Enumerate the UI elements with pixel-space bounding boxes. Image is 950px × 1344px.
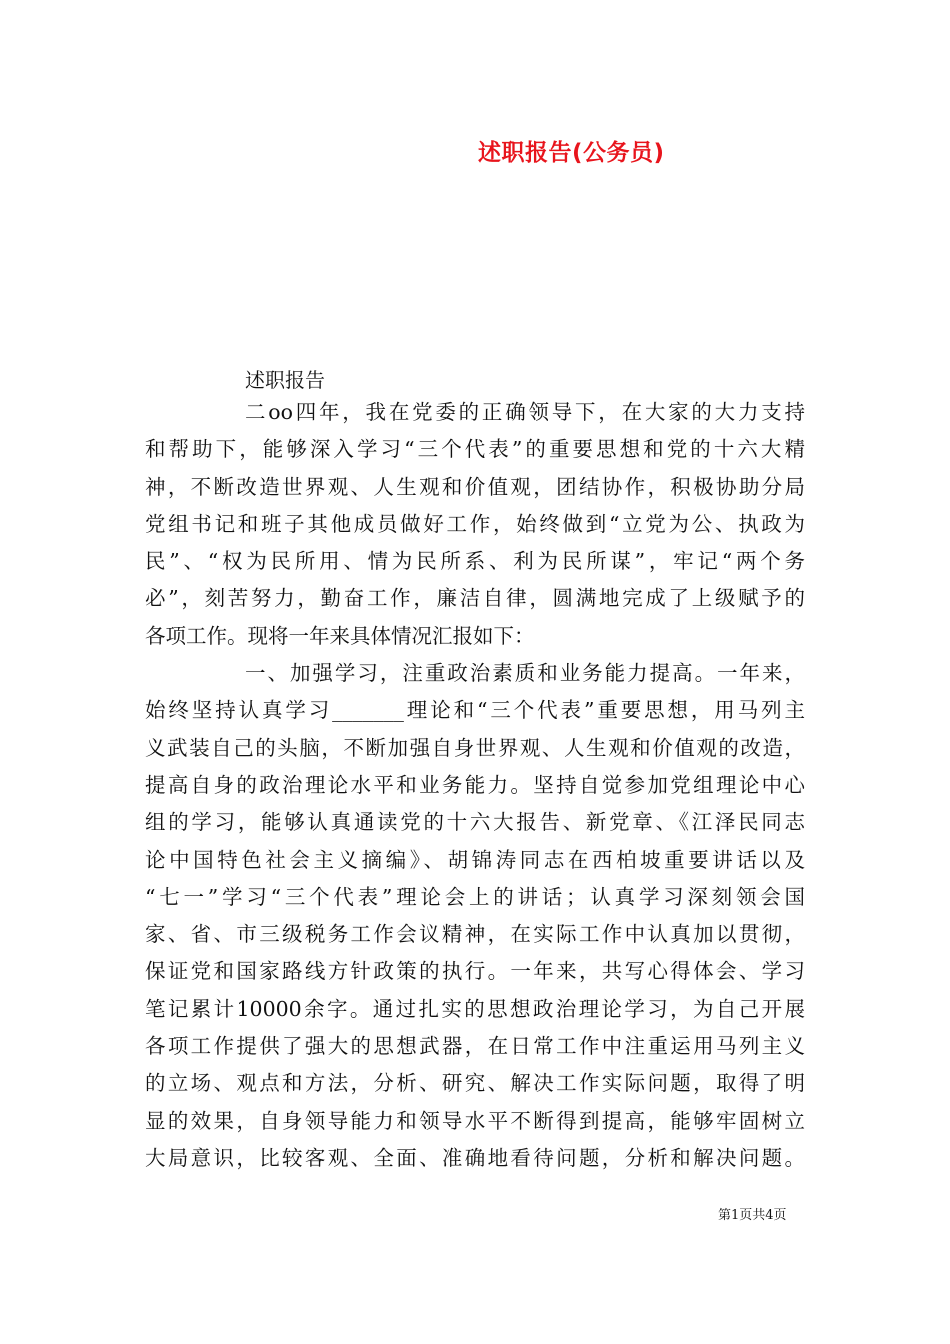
text-line: 提高自身的政治理论水平和业务能力。坚持自觉参加党组理论中心: [145, 772, 805, 797]
section-heading: 述职报告: [245, 368, 325, 392]
text-line: 始终坚持认真学习_______理论和“三个代表”重要思想，用马列主: [145, 698, 805, 723]
text-line: 二oo四年，我在党委的正确领导下，在大家的大力支持: [245, 400, 805, 424]
text-line: 显的效果，自身领导能力和领导水平不断得到提高，能够牢固树立: [145, 1108, 805, 1133]
text-line: “七一”学习“三个代表”理论会上的讲话；认真学习深刻领会国: [145, 884, 805, 909]
text-line: 各项工作。现将一年来具体情况汇报如下：: [145, 623, 535, 648]
document-title: 述职报告(公务员): [478, 140, 665, 166]
text-line: 组的学习，能够认真通读党的十六大报告、新党章、《江泽民同志: [145, 810, 805, 835]
document-body: [145, 394, 805, 1177]
text-line: 大局意识，比较客观、全面、准确地看待问题，分析和解决问题。: [145, 1145, 805, 1170]
text-line: 神，不断改造世界观、人生观和价值观，团结协作，积极协助分局: [145, 474, 805, 499]
text-line: 各项工作提供了强大的思想武器，在日常工作中注重运用马列主义: [145, 1034, 805, 1059]
text-line: 义武装自己的头脑，不断加强自身世界观、人生观和价值观的改造，: [145, 735, 805, 760]
text-line: 家、省、市三级税务工作会议精神，在实际工作中认真加以贯彻，: [145, 922, 805, 947]
page-number: 第1页共4页: [718, 1208, 787, 1223]
text-line: 一、加强学习，注重政治素质和业务能力提高。一年来，: [245, 661, 805, 686]
text-line: 党组书记和班子其他成员做好工作，始终做到“立党为公、执政为: [145, 511, 805, 536]
text-line: 笔记累计10000余字。通过扎实的思想政治理论学习，为自己开展: [145, 996, 805, 1021]
text-line: 民”、“权为民所用、情为民所系、利为民所谋”，牢记“两个务: [145, 549, 805, 574]
text-line: 的立场、观点和方法，分析、研究、解决工作实际问题，取得了明: [145, 1071, 805, 1096]
text-line: 保证党和国家路线方针政策的执行。一年来，共写心得体会、学习: [145, 959, 805, 984]
text-line: 和帮助下，能够深入学习“三个代表”的重要思想和党的十六大精: [145, 437, 805, 462]
text-line: 必”，刻苦努力，勤奋工作，廉洁自律，圆满地完成了上级赋予的: [145, 586, 805, 611]
text-line: 论中国特色社会主义摘编》、胡锦涛同志在西柏坡重要讲话以及: [145, 847, 805, 872]
